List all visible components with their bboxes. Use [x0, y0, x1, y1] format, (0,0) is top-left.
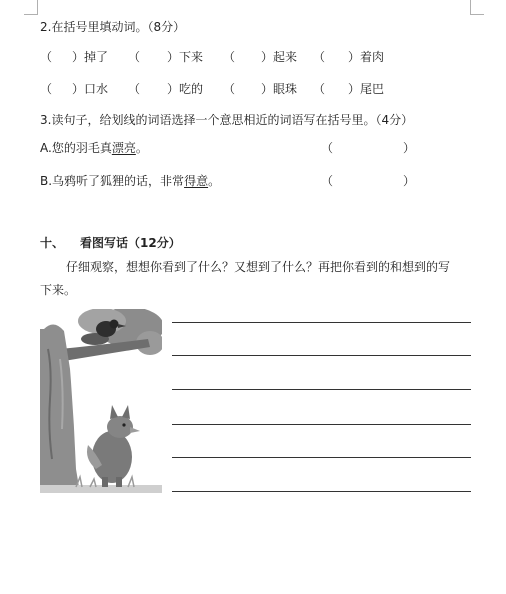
page-corner-mark-left [37, 0, 38, 14]
q2-r2-open-1: （ [40, 82, 53, 96]
q3-heading: 3.读句子，给划线的词语选择一个意思相近的词语写在括号里。（4分） [40, 113, 414, 127]
q2-r2-item-2: ）吃的 [167, 82, 204, 96]
page-corner-mark-right-h [470, 14, 484, 15]
q2-heading: 2.在括号里填动词。（8分） [40, 20, 186, 34]
q3-a-bracket-open: （ [321, 141, 334, 155]
writing-line-5[interactable] [172, 457, 471, 458]
writing-line-3[interactable] [172, 389, 471, 390]
section-10-title: 看图写话（12分） [80, 236, 181, 250]
q3-sentence-b [40, 173, 220, 189]
writing-line-6[interactable] [172, 491, 471, 492]
q2-r2-item-1: ）口水 [72, 82, 109, 96]
q3-a-prefix: A.您的羽毛真 [40, 141, 112, 155]
q2-r1-open-1: （ [40, 50, 53, 64]
q3-a-bracket-close: ） [403, 141, 416, 155]
fox-crow-illustration [40, 309, 162, 493]
q3-a-underlined-word: 漂亮 [111, 141, 136, 155]
q2-r1-item-1: ）掉了 [72, 50, 109, 64]
section-10-instruction-line2: 下来。 [40, 283, 77, 297]
section-10-instruction-line1: 仔细观察，想想你看到了什么？又想到了什么？再把你看到的和想到的写 [66, 260, 451, 274]
q2-r1-open-3: （ [223, 50, 236, 64]
q2-r2-item-3: ）眼珠 [261, 82, 298, 96]
section-10-number: 十、 [40, 236, 65, 250]
q3-b-bracket-open: （ [321, 174, 334, 188]
writing-line-1[interactable] [172, 322, 471, 323]
q3-b-prefix: B.乌鸦听了狐狸的话，非常 [40, 174, 185, 188]
writing-line-2[interactable] [172, 355, 471, 356]
q2-r2-open-2: （ [128, 82, 141, 96]
q3-a-suffix: 。 [135, 141, 148, 155]
q2-r1-item-2: ）下来 [167, 50, 204, 64]
q2-r1-item-3: ）起来 [261, 50, 298, 64]
q2-r2-open-3: （ [223, 82, 236, 96]
q3-b-suffix: 。 [208, 174, 221, 188]
q2-r1-open-4: （ [313, 50, 326, 64]
page-corner-mark-left-h [24, 14, 38, 15]
q2-r2-open-4: （ [313, 82, 326, 96]
q3-b-bracket-close: ） [403, 174, 416, 188]
writing-line-4[interactable] [172, 424, 471, 425]
q3-b-underlined-word: 得意 [184, 174, 209, 188]
q2-r1-open-2: （ [128, 50, 141, 64]
q2-r1-item-4: ）着肉 [348, 50, 385, 64]
page-corner-mark-right [470, 0, 471, 14]
q3-sentence-a [40, 140, 148, 156]
q2-r2-item-4: ）尾巴 [348, 82, 385, 96]
